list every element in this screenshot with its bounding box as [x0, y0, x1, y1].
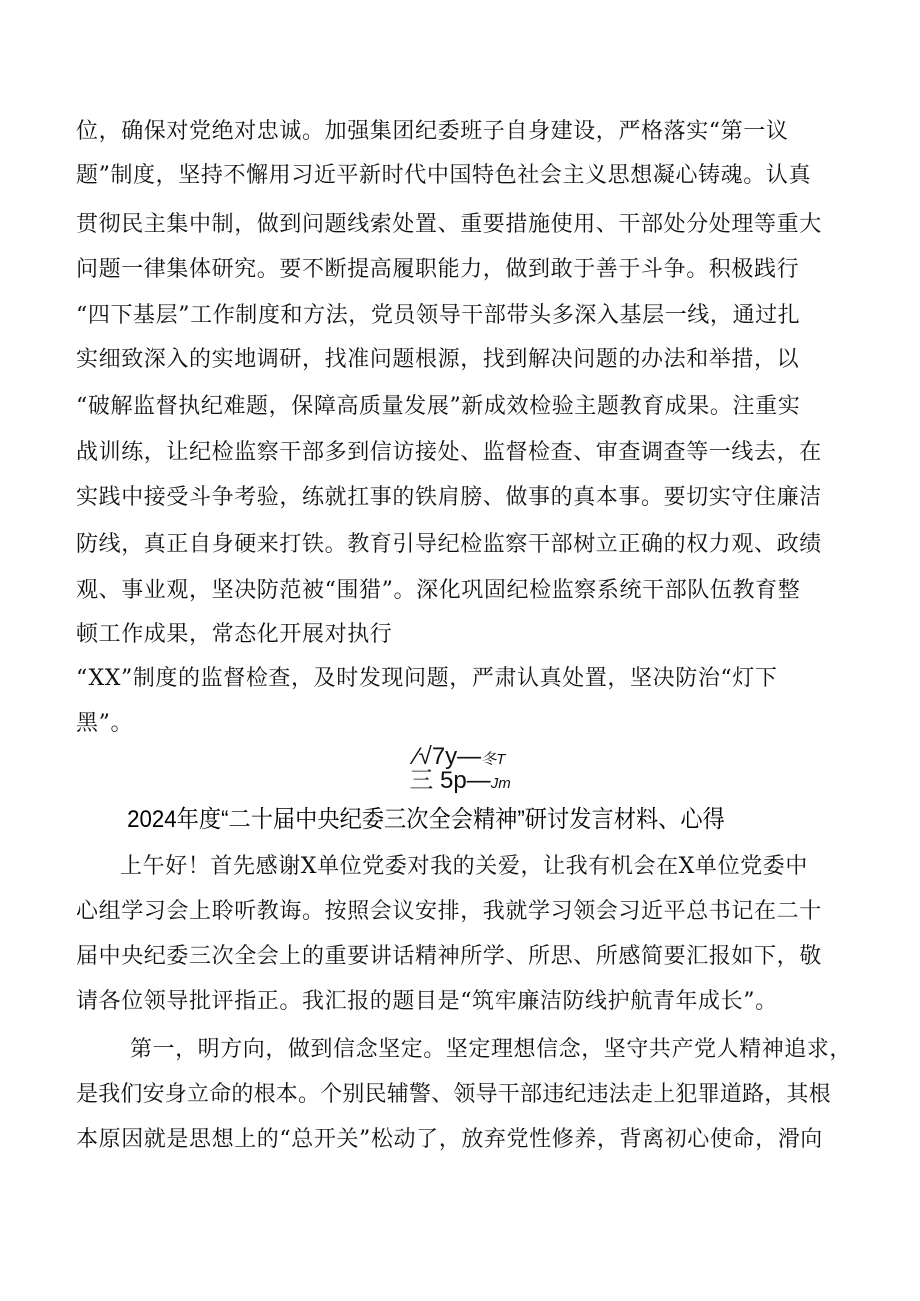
paragraph-line: 贯彻民主集中制，做到问题线索处置、重要措施使用、干部处分处理等重大 — [76, 212, 822, 237]
paragraph-line: 问题一律集体研究。要不断提高履职能力，做到敢于善于斗争。积极践行 — [76, 257, 800, 282]
paragraph-line: 题”制度，坚持不懈用习近平新时代中国特色社会主义思想凝心铸魂。认真 — [76, 163, 812, 188]
paragraph-line: “四下基层”工作制度和方法，党员领导干部带头多深入基层一线，通过扎 — [76, 303, 801, 328]
garbled-text-main: ∕√7y— — [414, 743, 482, 770]
paragraph-line: 防线，真正自身硬来打铁。教育引导纪检监察干部树立正确的权力观、政绩 — [76, 532, 822, 557]
paragraph-line: 上午好！首先感谢X单位党委对我的关爱，让我有机会在X单位党委中 — [120, 854, 808, 879]
paragraph-line: 是我们安身立命的根本。个别民辅警、领导干部违纪违法走上犯罪道路，其根 — [76, 1082, 831, 1107]
paragraph-line: 位，确保对党绝对忠诚。加强集团纪委班子自身建设，严格落实“第一议 — [76, 119, 789, 144]
paragraph-line: “XX”制度的监督检查，及时发现问题，严肃认真处置，坚决防治“灯下 — [76, 666, 778, 691]
paragraph-line: 心组学习会上聆听教诲。按照会议安排，我就学习领会习近平总书记在二十 — [76, 899, 822, 924]
garbled-text-small: Jm — [490, 775, 511, 792]
garbled-text-line — [0, 768, 920, 797]
paragraph-line: 本原因就是思想上的“总开关”松动了，放弃党性修养，背离初心使命，滑向 — [76, 1127, 823, 1152]
paragraph-line: 请各位领导批评指正。我汇报的题目是“筑牢廉洁防线护航青年成长”。 — [76, 989, 778, 1014]
paragraph-line: 实践中接受斗争考验，练就扛事的铁肩膀、做事的真本事。要切实守住廉洁 — [76, 485, 822, 510]
garbled-text-small: 冬T — [481, 751, 506, 768]
paragraph-line: 黑”。 — [76, 711, 134, 736]
paragraph-line: 战训练，让纪检监察干部多到信访接处、监督检查、审查调查等一线去，在 — [76, 440, 822, 465]
paragraph-line: 实细致深入的实地调研，找准问题根源，找到解决问题的办法和举措，以 — [76, 347, 800, 372]
paragraph-line: 第一，明方向，做到信念坚定。坚定理想信念，坚守共产党人精神追求， — [130, 1037, 852, 1062]
paragraph-line: 届中央纪委三次全会上的重要讲话精神所学、所思、所感简要汇报如下，敬 — [76, 944, 822, 969]
paragraph-line: 顿工作成果，常态化开展对执行 — [76, 622, 393, 647]
document-heading: 2024年度“二十届中央纪委三次全会精神”研讨发言材料、心得 — [127, 806, 725, 833]
paragraph-line: 观、事业观，坚决防范被“围猎”。深化巩固纪检监察系统干部队伍教育整 — [76, 578, 801, 603]
garbled-text-main: 三 5p— — [409, 767, 491, 794]
paragraph-line: “破解监督执纪难题，保障高质量发展”新成效检验主题教育成果。注重实 — [76, 394, 801, 419]
